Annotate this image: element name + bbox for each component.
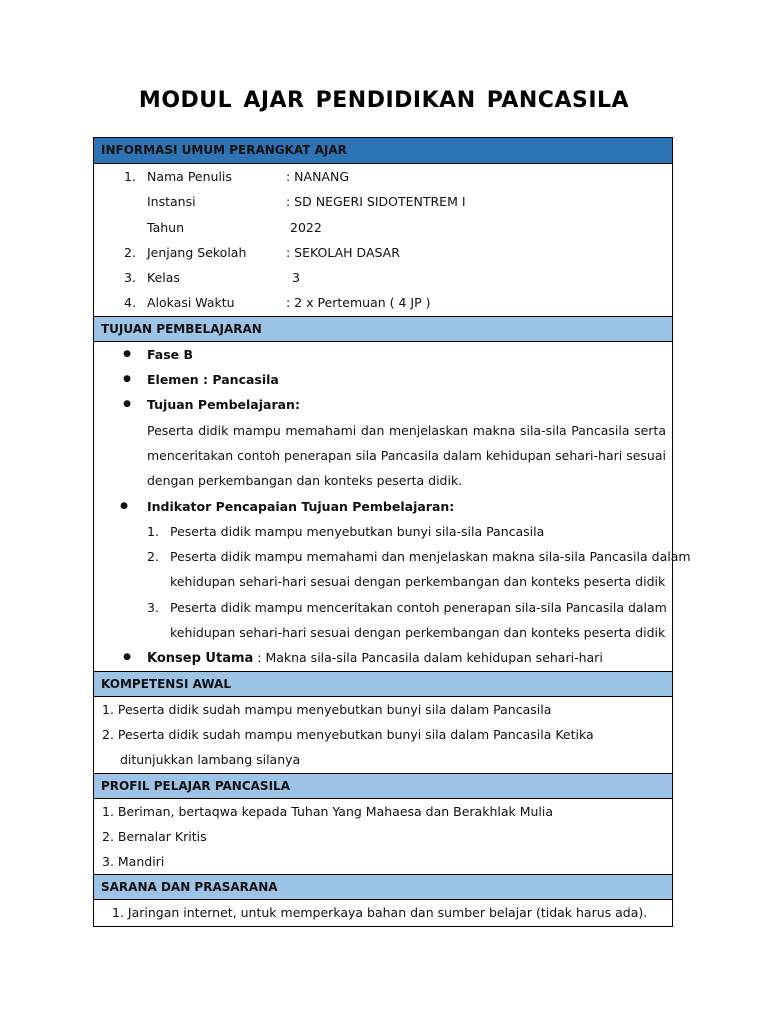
kompetensi-item: 2. Peserta didik sudah mampu menyebutkan bunyi sila dalam Pancasila Ketika — [102, 726, 594, 742]
info-row — [94, 240, 672, 265]
list-item — [94, 645, 672, 670]
sarana-section — [94, 900, 672, 925]
info-row-value: : SEKOLAH DASAR — [286, 244, 400, 260]
bullet-icon: ● — [123, 652, 131, 663]
info-row-value: 3 — [292, 270, 300, 286]
tujuan-label: Tujuan Pembelajaran: — [147, 397, 300, 413]
bullet-icon: ● — [120, 500, 128, 511]
indikator-item — [94, 519, 672, 544]
indikator-label: Indikator Pencapaian Tujuan Pembelajaran: — [147, 498, 455, 514]
list-item — [94, 494, 672, 519]
list-item — [94, 697, 672, 722]
info-row-number: 2. — [124, 244, 136, 260]
bullet-icon: ● — [123, 348, 131, 359]
section-header-tujuan: TUJUAN PEMBELAJARAN — [94, 316, 672, 342]
section-header-profil: PROFIL PELAJAR PANCASILA — [94, 773, 672, 799]
info-row-label: Instansi — [147, 194, 196, 210]
sarana-item: 1. Jaringan internet, untuk memperkaya bahan dan sumber belajar (tidak harus ada). — [112, 905, 648, 921]
info-row — [94, 215, 672, 240]
paragraph-line: dengan perkembangan dan konteks peserta didik. — [147, 473, 463, 489]
list-item — [94, 367, 672, 392]
indikator-text: Peserta didik mampu menceritakan contoh penerapan sila-sila Pancasila dalam — [170, 599, 667, 615]
tujuan-section — [94, 342, 691, 671]
indikator-item — [94, 595, 672, 646]
list-item — [94, 722, 672, 747]
list-item — [94, 747, 672, 772]
info-row-number: 4. — [124, 295, 136, 311]
section-header-kompetensi: KOMPETENSI AWAL — [94, 671, 672, 697]
list-item — [94, 342, 672, 367]
list-item — [94, 900, 672, 925]
kompetensi-item: 1. Peserta didik sudah mampu menyebutkan bunyi sila dalam Pancasila — [102, 701, 552, 717]
fase-label: Fase B — [147, 346, 194, 362]
list-item — [94, 392, 672, 417]
paragraph-line: menceritakan contoh penerapan sila Pancasila dalam kehidupan sehari-hari sesuai — [147, 447, 666, 463]
kompetensi-item: ditunjukkan lambang silanya — [120, 752, 301, 768]
info-row — [94, 265, 672, 290]
indikator-text: Peserta didik mampu menyebutkan bunyi sila-sila Pancasila — [170, 523, 545, 539]
list-item — [94, 824, 672, 849]
info-section — [94, 164, 672, 316]
document-title: MODUL AJAR PENDIDIKAN PANCASILA — [138, 88, 630, 113]
bullet-icon: ● — [123, 374, 131, 385]
info-row-value: : NANANG — [286, 169, 350, 184]
konsep-label: Konsep Utama — [147, 651, 254, 667]
info-row-label: Nama Penulis — [147, 169, 232, 184]
info-row — [94, 290, 672, 315]
info-row-label: Tahun — [147, 219, 184, 235]
kompetensi-section — [94, 697, 672, 773]
info-row-value: 2022 — [290, 219, 322, 235]
info-row — [94, 189, 672, 214]
elemen-label: Elemen : Pancasila — [147, 372, 279, 388]
list-item — [94, 799, 672, 824]
section-header-sarana: SARANA DAN PRASARANA — [94, 874, 672, 900]
indikator-text: kehidupan sehari-hari sesuai dengan perkembangan dan konteks peserta didik — [170, 625, 666, 641]
tujuan-paragraph — [94, 418, 672, 494]
indikator-number: 3. — [147, 599, 159, 615]
konsep-text: : Makna sila-sila Pancasila dalam kehidupan sehari-hari — [253, 650, 603, 666]
profil-item: 3. Mandiri — [102, 854, 165, 870]
info-row-label: Jenjang Sekolah — [147, 244, 247, 260]
konsep-utama — [147, 645, 603, 671]
indikator-item — [94, 544, 691, 595]
module-table — [93, 137, 691, 927]
indikator-text: Peserta didik mampu memahami dan menjelaskan makna sila-sila Pancasila dalam — [170, 549, 691, 565]
section-header-informasi: INFORMASI UMUM PERANGKAT AJAR — [94, 138, 672, 164]
info-row-number: 1. — [124, 169, 136, 184]
info-row-value: : SD NEGERI SIDOTENTREM I — [286, 194, 466, 210]
info-row-value: : 2 x Pertemuan ( 4 JP ) — [286, 295, 431, 311]
info-row-number: 3. — [124, 270, 136, 286]
paragraph-line: Peserta didik mampu memahami dan menjelaskan makna sila-sila Pancasila serta — [147, 422, 666, 438]
info-row-label: Kelas — [147, 270, 180, 286]
profil-item: 2. Bernalar Kritis — [102, 828, 207, 844]
bullet-icon: ● — [123, 399, 131, 410]
profil-section — [94, 799, 672, 875]
list-item — [94, 849, 672, 874]
indikator-number: 2. — [147, 549, 159, 565]
profil-item: 1. Beriman, bertaqwa kepada Tuhan Yang Mahaesa dan Berakhlak Mulia — [102, 803, 554, 819]
info-row — [94, 164, 672, 189]
indikator-text: kehidupan sehari-hari sesuai dengan perkembangan dan konteks peserta didik — [170, 574, 666, 590]
info-row-label: Alokasi Waktu — [147, 295, 235, 311]
indikator-number: 1. — [147, 523, 159, 539]
